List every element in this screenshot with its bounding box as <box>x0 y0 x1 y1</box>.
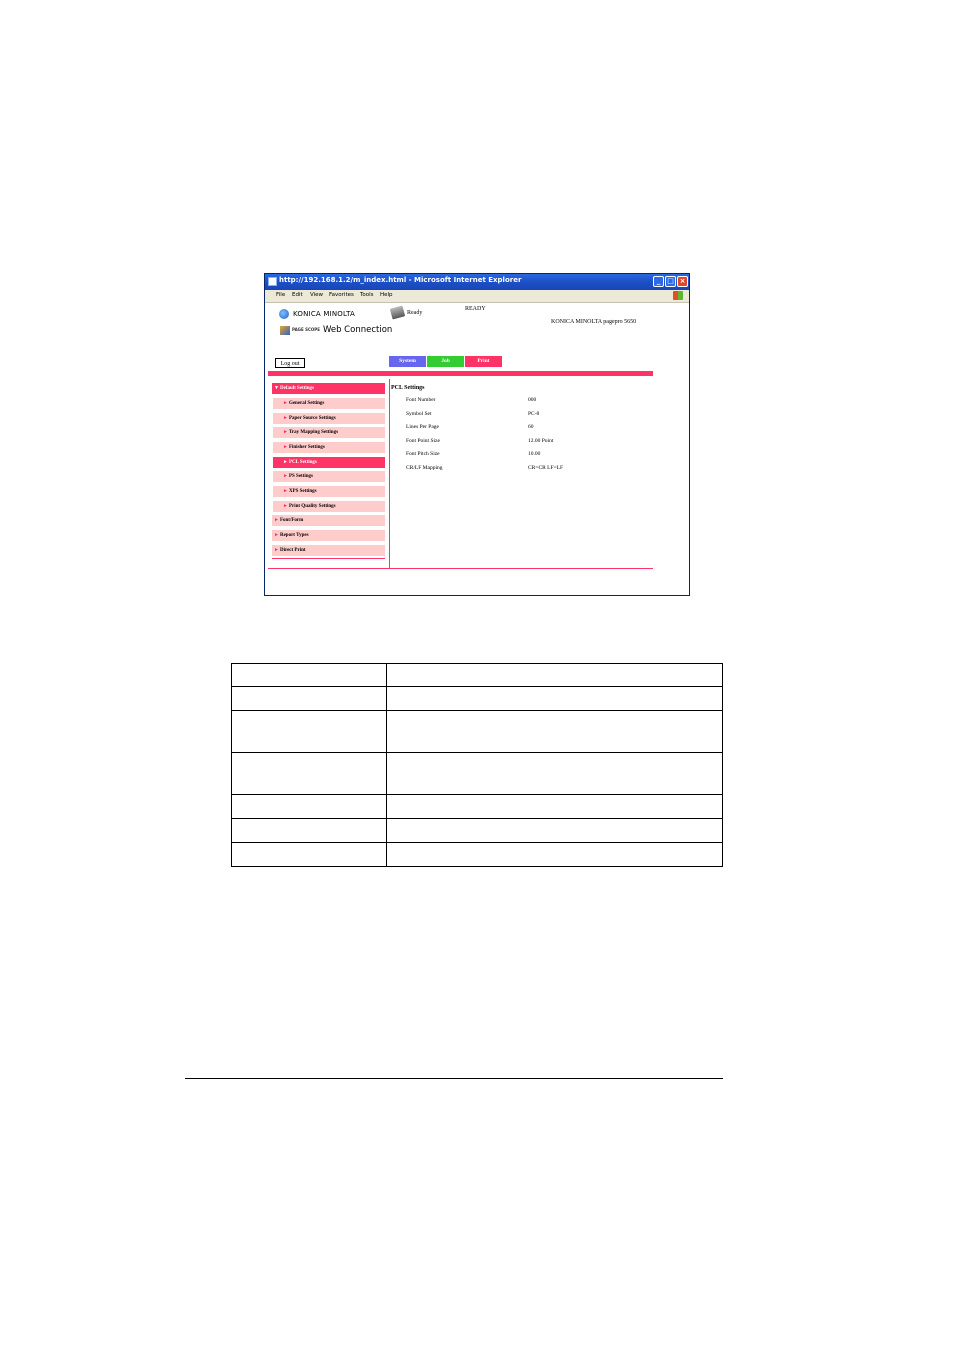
triangle-right-icon: ► <box>283 460 288 465</box>
window-title: http://192.168.1.2/m_index.html - Microsoft Internet Explorer <box>279 276 522 284</box>
sidebar-bottom-divider <box>272 558 385 559</box>
table-cell <box>232 753 387 795</box>
sidebar-item-label: Print Quality Settings <box>288 504 336 509</box>
sidebar-item-label: Paper Source Settings <box>288 416 336 421</box>
setting-label-font-point-size: Font Point Size <box>406 438 440 444</box>
sidebar-item-label: PCL Settings <box>288 460 317 465</box>
table-cell <box>232 687 387 711</box>
sidebar-divider <box>389 379 390 569</box>
table-cell <box>387 687 723 711</box>
setting-value-font-number: 000 <box>528 397 537 403</box>
content-bottom-divider <box>268 568 653 569</box>
sidebar-item-report-types[interactable] <box>272 530 385 541</box>
setting-value-symbol-set: PC-8 <box>528 411 540 417</box>
menu-tools[interactable]: Tools <box>360 292 374 298</box>
sidebar-item-label: General Settings <box>288 401 325 406</box>
table-cell <box>387 711 723 753</box>
triangle-right-icon: ► <box>283 416 288 421</box>
triangle-right-icon: ► <box>283 401 288 406</box>
table-cell <box>232 795 387 819</box>
setting-value-lines-per-page: 60 <box>528 424 534 430</box>
setting-value-cr-lf-mapping: CR=CR LF=LF <box>528 465 564 471</box>
menu-file[interactable]: File <box>276 292 286 298</box>
triangle-right-icon: ► <box>283 445 288 450</box>
menu-view[interactable]: View <box>310 292 324 298</box>
tab-system[interactable]: System <box>389 356 426 367</box>
triangle-right-icon: ► <box>283 504 288 509</box>
sidebar-item-xps-settings[interactable] <box>273 486 385 497</box>
table-cell <box>387 843 723 867</box>
sidebar-item-label: Finisher Settings <box>288 445 325 450</box>
table-cell <box>232 711 387 753</box>
printer-status: Ready <box>407 310 423 316</box>
sidebar-item-font-form[interactable] <box>272 515 385 526</box>
minimize-button[interactable]: _ <box>653 276 664 287</box>
sidebar-item-label: XPS Settings <box>288 489 317 494</box>
sidebar-item-label: Default Settings <box>279 386 314 391</box>
logout-button[interactable]: Log out <box>275 358 305 368</box>
setting-label-font-pitch-size: Font Pitch Size <box>406 451 440 457</box>
sidebar-item-default-settings[interactable] <box>272 383 385 394</box>
header-divider <box>268 371 653 376</box>
konica-minolta-globe-icon <box>279 309 289 319</box>
table-cell <box>232 664 387 687</box>
maximize-button[interactable]: □ <box>665 276 676 287</box>
triangle-right-icon: ► <box>274 518 279 523</box>
pagescope-label: PAGE SCOPE <box>292 327 320 332</box>
sidebar-item-pcl-settings[interactable] <box>273 457 385 468</box>
sidebar-item-label: Font/Form <box>279 518 304 523</box>
ie-page-icon <box>268 277 277 286</box>
table-row <box>232 795 723 819</box>
sidebar-item-label: Tray Mapping Settings <box>288 430 339 435</box>
table-cell <box>232 843 387 867</box>
brand-name: KONICA MINOLTA <box>293 310 356 318</box>
tab-print[interactable]: Print <box>465 356 502 367</box>
setting-value-font-point-size: 12.00 Point <box>528 438 554 444</box>
setting-value-font-pitch-size: 10.00 <box>528 451 541 457</box>
section-title: PCL Settings <box>391 385 425 391</box>
table-row <box>232 711 723 753</box>
table-row <box>232 664 723 687</box>
windows-logo-icon <box>673 291 683 300</box>
sidebar-item-direct-print[interactable] <box>272 545 385 556</box>
triangle-right-icon: ► <box>274 533 279 538</box>
product-name: Web Connection <box>322 325 393 335</box>
sidebar-item-print-quality-settings[interactable] <box>273 501 385 512</box>
table-row <box>232 687 723 711</box>
setting-label-lines-per-page: Lines Per Page <box>406 424 439 430</box>
status-message: READY <box>465 306 486 312</box>
pagescope-logo <box>280 325 392 335</box>
browser-window <box>264 273 690 596</box>
konica-minolta-logo <box>279 309 355 319</box>
sidebar-item-finisher-settings[interactable] <box>273 442 385 453</box>
sidebar-item-tray-mapping-settings[interactable] <box>273 427 385 438</box>
triangle-down-icon: ▼ <box>274 386 279 391</box>
triangle-right-icon: ► <box>274 548 279 553</box>
printer-icon <box>390 306 405 320</box>
table-cell <box>387 819 723 843</box>
table-cell <box>232 819 387 843</box>
footer-divider <box>185 1078 723 1079</box>
menu-favorites[interactable]: Favorites <box>329 292 354 298</box>
table-cell <box>387 664 723 687</box>
sidebar-item-ps-settings[interactable] <box>273 471 385 482</box>
setting-label-cr-lf-mapping: CR/LF Mapping <box>406 465 443 471</box>
sidebar-item-label: Report Types <box>279 533 309 538</box>
close-button[interactable]: × <box>677 276 688 287</box>
menu-help[interactable]: Help <box>380 292 393 298</box>
triangle-right-icon: ► <box>283 430 288 435</box>
pagescope-icon <box>280 326 290 335</box>
tab-job[interactable]: Job <box>427 356 464 367</box>
sidebar-item-label: PS Settings <box>288 474 313 479</box>
table-row <box>232 843 723 867</box>
sidebar-item-general-settings[interactable] <box>273 398 385 409</box>
table-row <box>232 819 723 843</box>
table-cell <box>387 795 723 819</box>
printer-model: KONICA MINOLTA pagepro 5650 <box>551 319 637 325</box>
setting-label-font-number: Font Number <box>406 397 436 403</box>
settings-table <box>231 663 723 867</box>
table-cell <box>387 753 723 795</box>
title-bar[interactable] <box>265 274 689 290</box>
triangle-right-icon: ► <box>283 474 288 479</box>
table-row <box>232 753 723 795</box>
menu-edit[interactable]: Edit <box>292 292 303 298</box>
menu-bar <box>265 290 689 303</box>
sidebar-item-label: Direct Print <box>279 548 306 553</box>
sidebar-item-paper-source-settings[interactable] <box>273 413 385 424</box>
triangle-right-icon: ► <box>283 489 288 494</box>
setting-label-symbol-set: Symbol Set <box>406 411 432 417</box>
page-content <box>265 303 689 595</box>
